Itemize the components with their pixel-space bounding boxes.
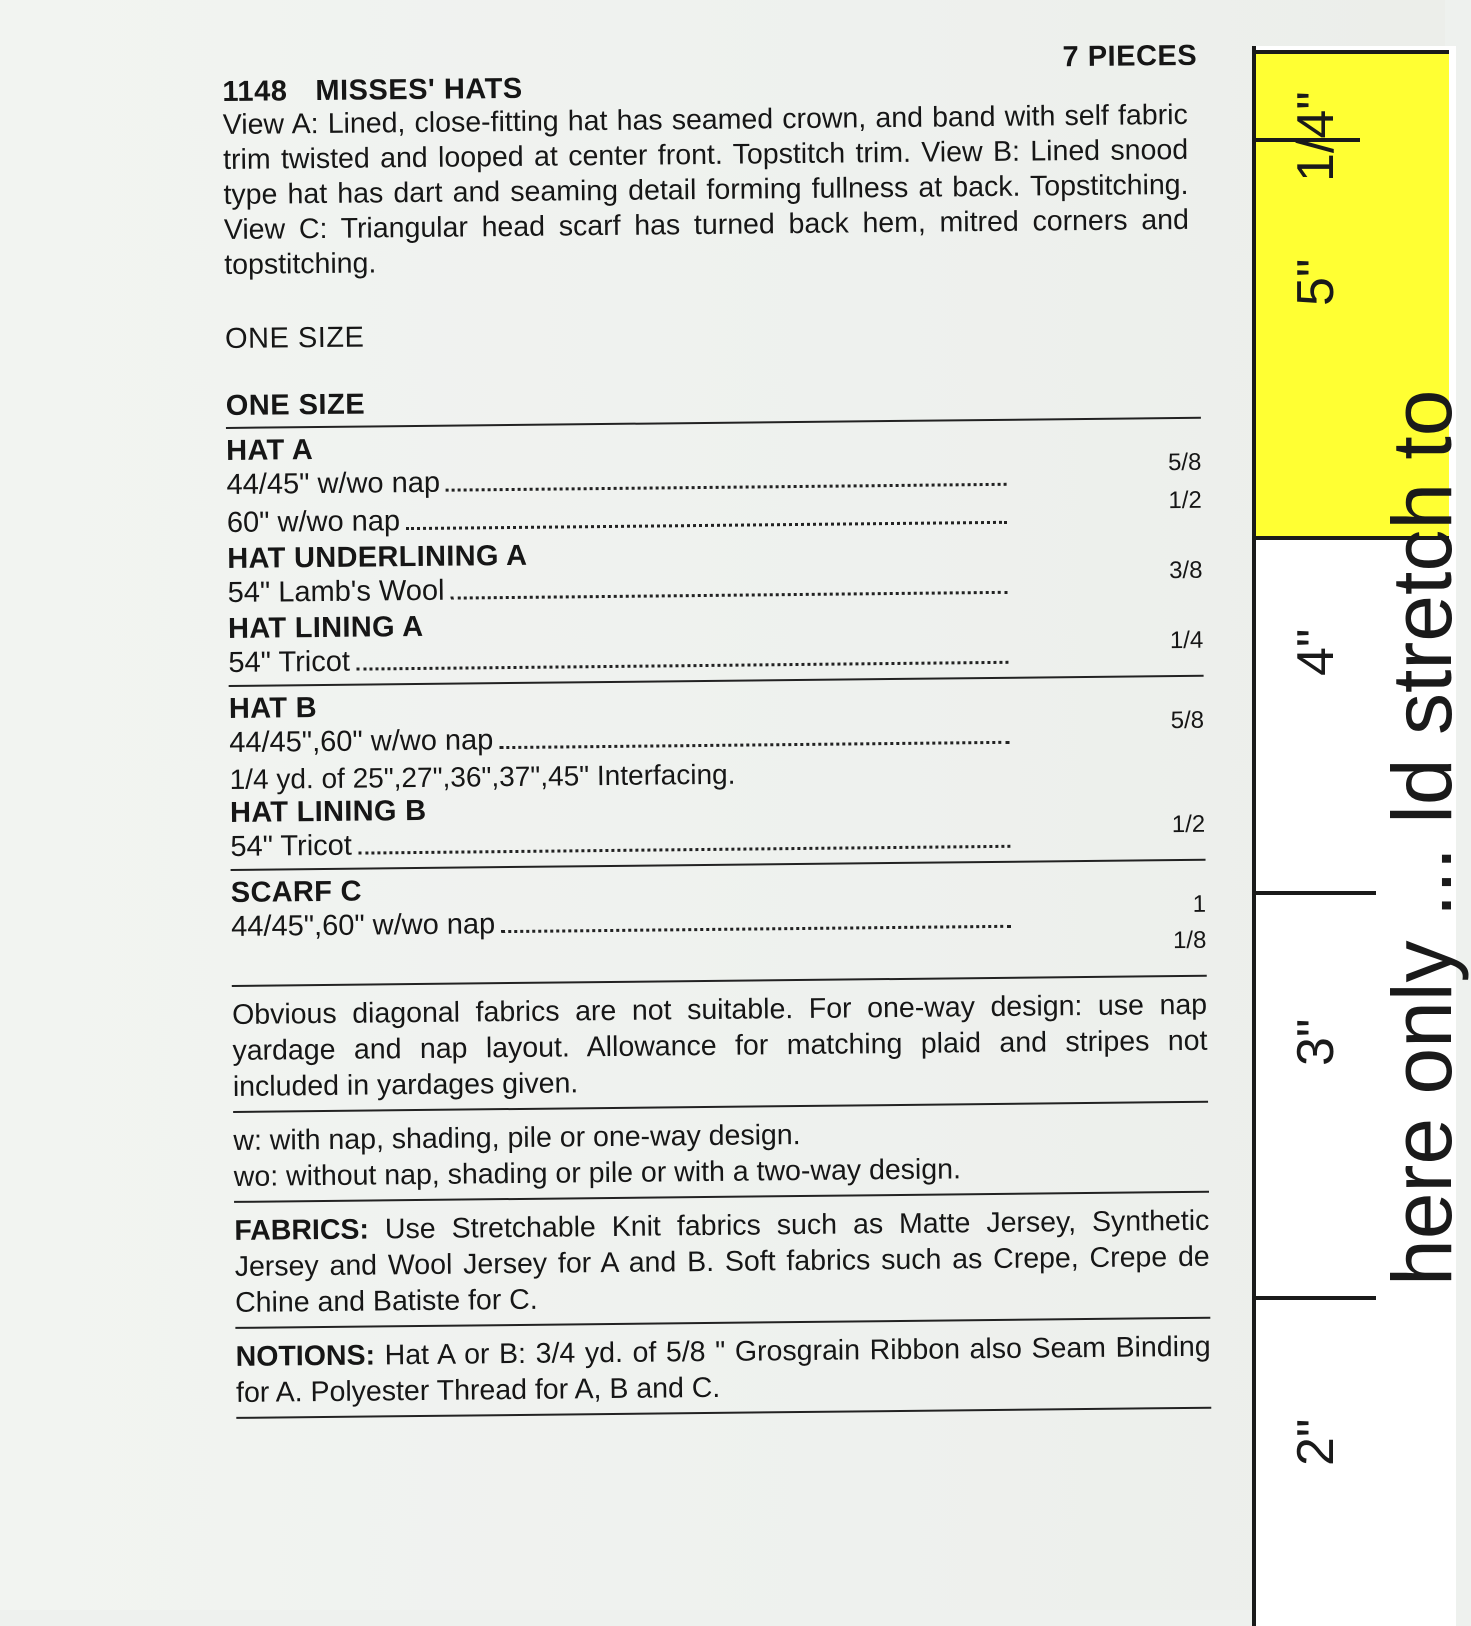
fabric-width-label: 44/45",60" w/wo nap <box>231 908 496 943</box>
fabrics-text: Use Stretchable Knit fabrics such as Matte Jersey, Synthetic Jersey and Wool Jersey for A and B. Soft fabrics such as Crepe, Crepe de Chine and Batiste for C. <box>234 1204 1210 1319</box>
ruler-mark: 4" <box>1287 628 1345 676</box>
ruler-mark: 5" <box>1287 258 1345 306</box>
garment-heading: HAT UNDERLINING A <box>227 539 528 575</box>
header-row <box>222 40 1198 108</box>
yardage-group <box>229 677 1206 871</box>
wo-definition: wo: without nap, shading or pile or with a two-way design. <box>233 1153 962 1193</box>
yardage-chart <box>222 40 1211 1419</box>
dot-leader <box>446 483 1007 492</box>
pattern-title <box>222 73 523 109</box>
fabrics-note <box>234 1193 1210 1329</box>
interfacing-note: 1/4 yd. of 25",27",36",37",45" Interfacing. <box>229 758 736 795</box>
ruler-tick <box>1256 1296 1376 1300</box>
notions-note <box>235 1319 1211 1419</box>
garment-heading: SCARF C <box>230 875 362 909</box>
yardage-group <box>231 861 1207 987</box>
yardage-group <box>226 419 1204 687</box>
garment-heading: HAT LINING A <box>227 610 424 645</box>
pattern-name: MISSES' HATS <box>315 72 523 108</box>
yardage-amount: 1/2 <box>1168 486 1202 515</box>
garment-heading: HAT A <box>226 434 314 467</box>
yardage-amount: 1 1/8 <box>1172 890 1207 955</box>
pattern-number: 1148 <box>222 75 288 108</box>
dot-leader <box>356 661 1008 671</box>
yardage-amount: 5/8 <box>1167 448 1202 477</box>
measuring-ruler <box>1252 46 1469 1626</box>
dot-leader <box>501 925 1011 933</box>
yardage-groups <box>226 419 1207 987</box>
size-label: ONE SIZE <box>224 321 365 355</box>
fabric-width-label: 54" Tricot <box>228 645 351 679</box>
fabric-width-label: 60" w/wo nap <box>226 505 401 539</box>
size-column-header: ONE SIZE <box>226 380 1201 429</box>
yardage-amount: 5/8 <box>1170 706 1205 735</box>
fabric-width-label: 44/45" w/wo nap <box>226 466 441 501</box>
ruler-mark: 2" <box>1287 1418 1345 1466</box>
ruler-tick <box>1256 891 1376 895</box>
notions-text: Hat A or B: 3/4 yd. of 5/8 " Grosgrain Ribbon also Seam Binding for A. Polyester Thread for A, B and C. <box>235 1330 1211 1409</box>
fabric-width-label: 54" Tricot <box>230 829 353 863</box>
w-definition: w: with nap, shading, pile or one-way design. <box>233 1119 801 1157</box>
dot-leader <box>406 521 1007 530</box>
dot-leader <box>499 741 1009 749</box>
dot-leader <box>451 591 1008 600</box>
fabrics-label: FABRICS: <box>234 1213 370 1247</box>
garment-heading: HAT B <box>228 692 318 725</box>
ruler-side-text: here only ... ld stretch to <box>1375 389 1469 1286</box>
yardage-amount: 1/4 <box>1169 626 1204 655</box>
dot-leader <box>358 845 1010 855</box>
garment-heading: HAT LINING B <box>229 794 427 829</box>
view-description: View A: Lined, close-fitting hat has seamed crown, and band with self fabric trim twisted and looped at center front. Topstitch trim. View B: Lined snood type hat has dart and seaming detail forming fullness at back. Topstitching. View C: Triangular head scarf has turned back hem, mitred corners and topstitching. <box>222 98 1189 281</box>
yardage-amount: 1/2 <box>1171 810 1206 839</box>
yardage-amount: 3/8 <box>1168 556 1203 585</box>
nap-definitions <box>233 1103 1209 1203</box>
suitability-note: Obvious diagonal fabrics are not suitable. For one-way design: use nap yardage and nap layout. Allowance for matching plaid and stripes not included in yardages given. <box>232 977 1208 1113</box>
fabric-width-label: 54" Lamb's Wool <box>227 574 445 609</box>
piece-count: 7 PIECES <box>1062 39 1198 74</box>
ruler-mark: 3" <box>1287 1018 1345 1066</box>
fabric-width-label: 44/45",60" w/wo nap <box>229 724 494 759</box>
notions-label: NOTIONS: <box>235 1339 376 1373</box>
ruler-mark: 1/4" <box>1287 91 1345 182</box>
